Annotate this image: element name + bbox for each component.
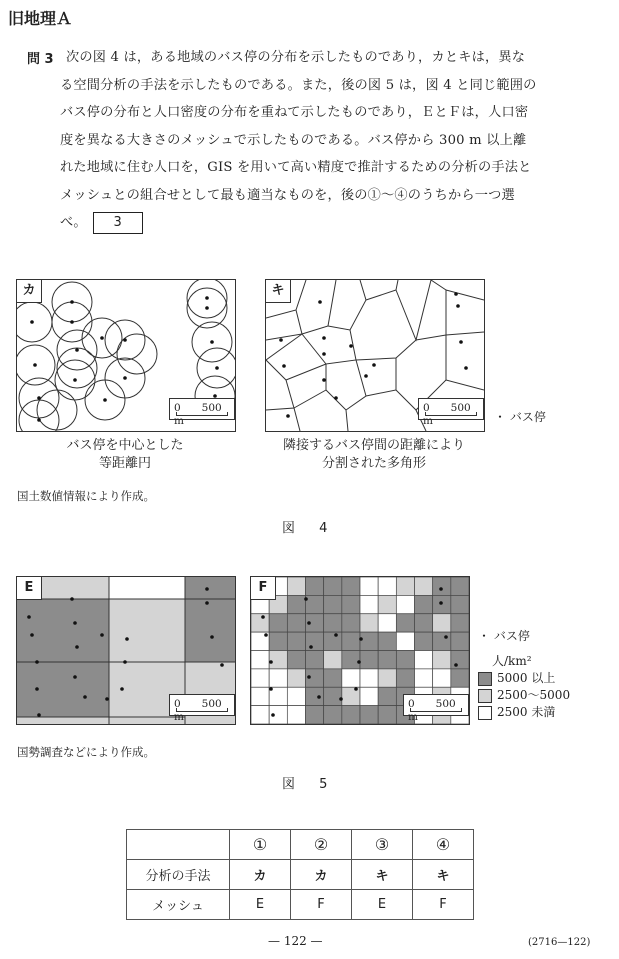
mesh-cell xyxy=(396,669,414,687)
mesh-cell xyxy=(251,651,269,669)
question-text xyxy=(60,44,600,237)
mesh-cell xyxy=(306,632,324,650)
mesh-cell xyxy=(360,651,378,669)
cell-mesh-3: E xyxy=(352,890,413,920)
mesh-cell xyxy=(324,687,342,705)
mesh-cell xyxy=(360,687,378,705)
map-ka xyxy=(16,279,236,432)
bus-stop-dot xyxy=(271,713,275,717)
table-row xyxy=(127,890,474,920)
fig4-title: 図 4 xyxy=(282,521,338,536)
mesh-cell xyxy=(433,669,451,687)
mesh-cell xyxy=(342,595,360,613)
mesh-cell xyxy=(378,669,396,687)
map-f xyxy=(250,576,470,725)
mesh-cell xyxy=(415,669,433,687)
table-row xyxy=(127,860,474,890)
mesh-cell xyxy=(287,669,305,687)
fig4-source: 国土数値情報により作成。 xyxy=(17,489,155,503)
fig5-legend xyxy=(478,628,570,721)
map-ka-scale: 0 500 m xyxy=(169,398,235,420)
page-code: (2716—122) xyxy=(528,937,591,948)
mesh-cell xyxy=(415,577,433,595)
mesh-cell xyxy=(360,614,378,632)
cell-mesh-4: F xyxy=(413,890,474,920)
bus-stop-dot xyxy=(269,687,273,691)
mesh-cell xyxy=(433,651,451,669)
question-line-3: バス停の分布と人口密度の分布を重ねて示したものであり，ＥとＦは，人口密 xyxy=(60,105,529,120)
legend-item-mid: 2500～5000 xyxy=(478,687,570,704)
mesh-cell xyxy=(396,632,414,650)
choice-header-4: ④ xyxy=(413,830,474,860)
mesh-cell xyxy=(306,651,324,669)
map-f-label: F xyxy=(250,576,276,600)
table-corner xyxy=(127,830,230,860)
mesh-cell xyxy=(287,614,305,632)
cell-method-4: キ xyxy=(413,860,474,890)
mesh-cell xyxy=(415,632,433,650)
mesh-cell xyxy=(451,632,469,650)
choice-header-1: ① xyxy=(230,830,291,860)
bus-stop-dot xyxy=(354,687,358,691)
mesh-cell xyxy=(433,632,451,650)
question-line-4: 度を異なる大きさのメッシュで示したものである。バス停から 300 m 以上離 xyxy=(60,132,527,148)
mesh-cell xyxy=(342,577,360,595)
mesh-cell xyxy=(342,632,360,650)
bus-stop-dot xyxy=(269,660,273,664)
mesh-cell xyxy=(378,632,396,650)
choice-header-3: ③ xyxy=(352,830,413,860)
mesh-cell xyxy=(306,595,324,613)
mesh-cell xyxy=(396,577,414,595)
mesh-cell xyxy=(306,687,324,705)
mesh-cell xyxy=(287,577,305,595)
mesh-cell xyxy=(433,577,451,595)
mesh-cell xyxy=(269,651,287,669)
mesh-cell xyxy=(360,632,378,650)
mesh-cell xyxy=(378,614,396,632)
mesh-cell xyxy=(306,706,324,724)
question-last-line: べ。 xyxy=(60,215,87,230)
bus-stop-dot xyxy=(357,660,361,664)
question-line-6: メッシュとの組合せとして最も適当なものを，後の①～④のうちから一つ選 xyxy=(60,187,515,203)
mesh-cell xyxy=(378,687,396,705)
bus-stop-dot xyxy=(304,597,308,601)
row-label-mesh: メッシュ xyxy=(127,890,230,920)
mesh-cell xyxy=(324,577,342,595)
mesh-cell xyxy=(324,669,342,687)
cell-mesh-1: E xyxy=(230,890,291,920)
mesh-cell xyxy=(287,706,305,724)
legend-swatch-mid xyxy=(478,689,492,703)
map-ka-label: カ xyxy=(16,279,42,303)
mesh-cell xyxy=(415,651,433,669)
mesh-cell xyxy=(269,669,287,687)
mesh-cell xyxy=(360,706,378,724)
mesh-cell xyxy=(324,595,342,613)
cell-method-3: キ xyxy=(352,860,413,890)
fig5-legend-busstop: ・ バス停 xyxy=(478,629,530,643)
mesh-cell xyxy=(360,595,378,613)
mesh-cell xyxy=(251,669,269,687)
bus-stop-dot xyxy=(454,663,458,667)
mesh-cell xyxy=(451,614,469,632)
question-line-1: 次の図 4 は，ある地域のバス停の分布を示したものであり，カとキは，異な xyxy=(66,50,526,65)
mesh-cell xyxy=(287,595,305,613)
mesh-cell xyxy=(451,577,469,595)
choices-table xyxy=(126,829,474,920)
page-number: — 122 — xyxy=(268,934,323,948)
bus-stop-dot xyxy=(307,621,311,625)
mesh-cell xyxy=(378,595,396,613)
map-e xyxy=(16,576,236,725)
map-ka-caption: バス停を中心とした 等距離円 xyxy=(66,438,184,471)
mesh-cell xyxy=(342,669,360,687)
mesh-cell xyxy=(360,577,378,595)
subject-title: 旧地理Ａ xyxy=(8,9,73,28)
cell-mesh-2: F xyxy=(291,890,352,920)
bus-stop-dot xyxy=(317,695,321,699)
bus-stop-dot xyxy=(439,601,443,605)
question-number: 問 3 xyxy=(27,52,54,67)
mesh-cell xyxy=(251,614,269,632)
bus-stop-dot xyxy=(261,615,265,619)
legend-item-low: 2500 未満 xyxy=(478,704,570,721)
map-ki xyxy=(265,279,485,432)
mesh-cell xyxy=(342,651,360,669)
bus-stop-dot xyxy=(309,645,313,649)
mesh-cell xyxy=(415,595,433,613)
fig5-legend-unit: 人/km² xyxy=(492,654,532,668)
bus-stop-dot xyxy=(439,587,443,591)
map-e-label: E xyxy=(16,576,42,600)
mesh-cell xyxy=(396,651,414,669)
question-line-7 xyxy=(60,209,600,237)
mesh-cell xyxy=(360,669,378,687)
bus-stop-dot xyxy=(264,633,268,637)
choice-header-2: ② xyxy=(291,830,352,860)
mesh-cell xyxy=(378,706,396,724)
mesh-cell xyxy=(287,632,305,650)
fig5-title: 図 5 xyxy=(282,777,338,792)
mesh-cell xyxy=(378,577,396,595)
table-header-row xyxy=(127,830,474,860)
mesh-cell xyxy=(451,651,469,669)
bus-stop-dot xyxy=(334,633,338,637)
map-ki-caption: 隣接するバス停間の距離により 分割された多角形 xyxy=(282,438,465,471)
mesh-cell xyxy=(396,614,414,632)
mesh-cell xyxy=(251,706,269,724)
mesh-cell xyxy=(396,595,414,613)
cell-method-2: カ xyxy=(291,860,352,890)
mesh-cell xyxy=(269,632,287,650)
bus-stop-dot xyxy=(339,697,343,701)
mesh-cell xyxy=(415,614,433,632)
mesh-cell xyxy=(378,651,396,669)
mesh-cell xyxy=(342,706,360,724)
mesh-cell xyxy=(306,577,324,595)
bus-stop-dot xyxy=(359,637,363,641)
bus-stop-dot xyxy=(444,635,448,639)
mesh-cell xyxy=(287,687,305,705)
bus-stop-dot xyxy=(307,675,311,679)
mesh-cell xyxy=(287,651,305,669)
mesh-cell xyxy=(324,614,342,632)
answer-box[interactable]: 3 xyxy=(93,212,143,234)
row-label-method: 分析の手法 xyxy=(127,860,230,890)
fig5-source: 国勢調査などにより作成。 xyxy=(17,745,155,759)
map-ki-scale: 0 500 m xyxy=(418,398,484,420)
mesh-cell xyxy=(251,687,269,705)
map-ki-label: キ xyxy=(265,279,291,303)
map-f-scale: 0 500 m xyxy=(403,694,469,716)
legend-swatch-high xyxy=(478,672,492,686)
mesh-cell xyxy=(451,595,469,613)
mesh-cell xyxy=(324,706,342,724)
legend-swatch-low xyxy=(478,706,492,720)
mesh-cell xyxy=(324,651,342,669)
mesh-cell xyxy=(433,614,451,632)
mesh-cell xyxy=(269,614,287,632)
question-line-2: る空間分析の手法を示したものである。また，後の図 5 は，図 4 と同じ範囲の xyxy=(60,77,537,93)
map-e-scale: 0 500 m xyxy=(169,694,235,716)
question-line-5: れた地域に住む人口を，GIS を用いて高い精度で推計するための分析の手法と xyxy=(60,160,532,175)
fig4-legend-busstop: ・ バス停 xyxy=(494,410,546,424)
mesh-cell xyxy=(342,614,360,632)
mesh-cell xyxy=(451,669,469,687)
cell-method-1: カ xyxy=(230,860,291,890)
legend-item-high: 5000 以上 xyxy=(478,670,570,687)
mesh-cell xyxy=(324,632,342,650)
